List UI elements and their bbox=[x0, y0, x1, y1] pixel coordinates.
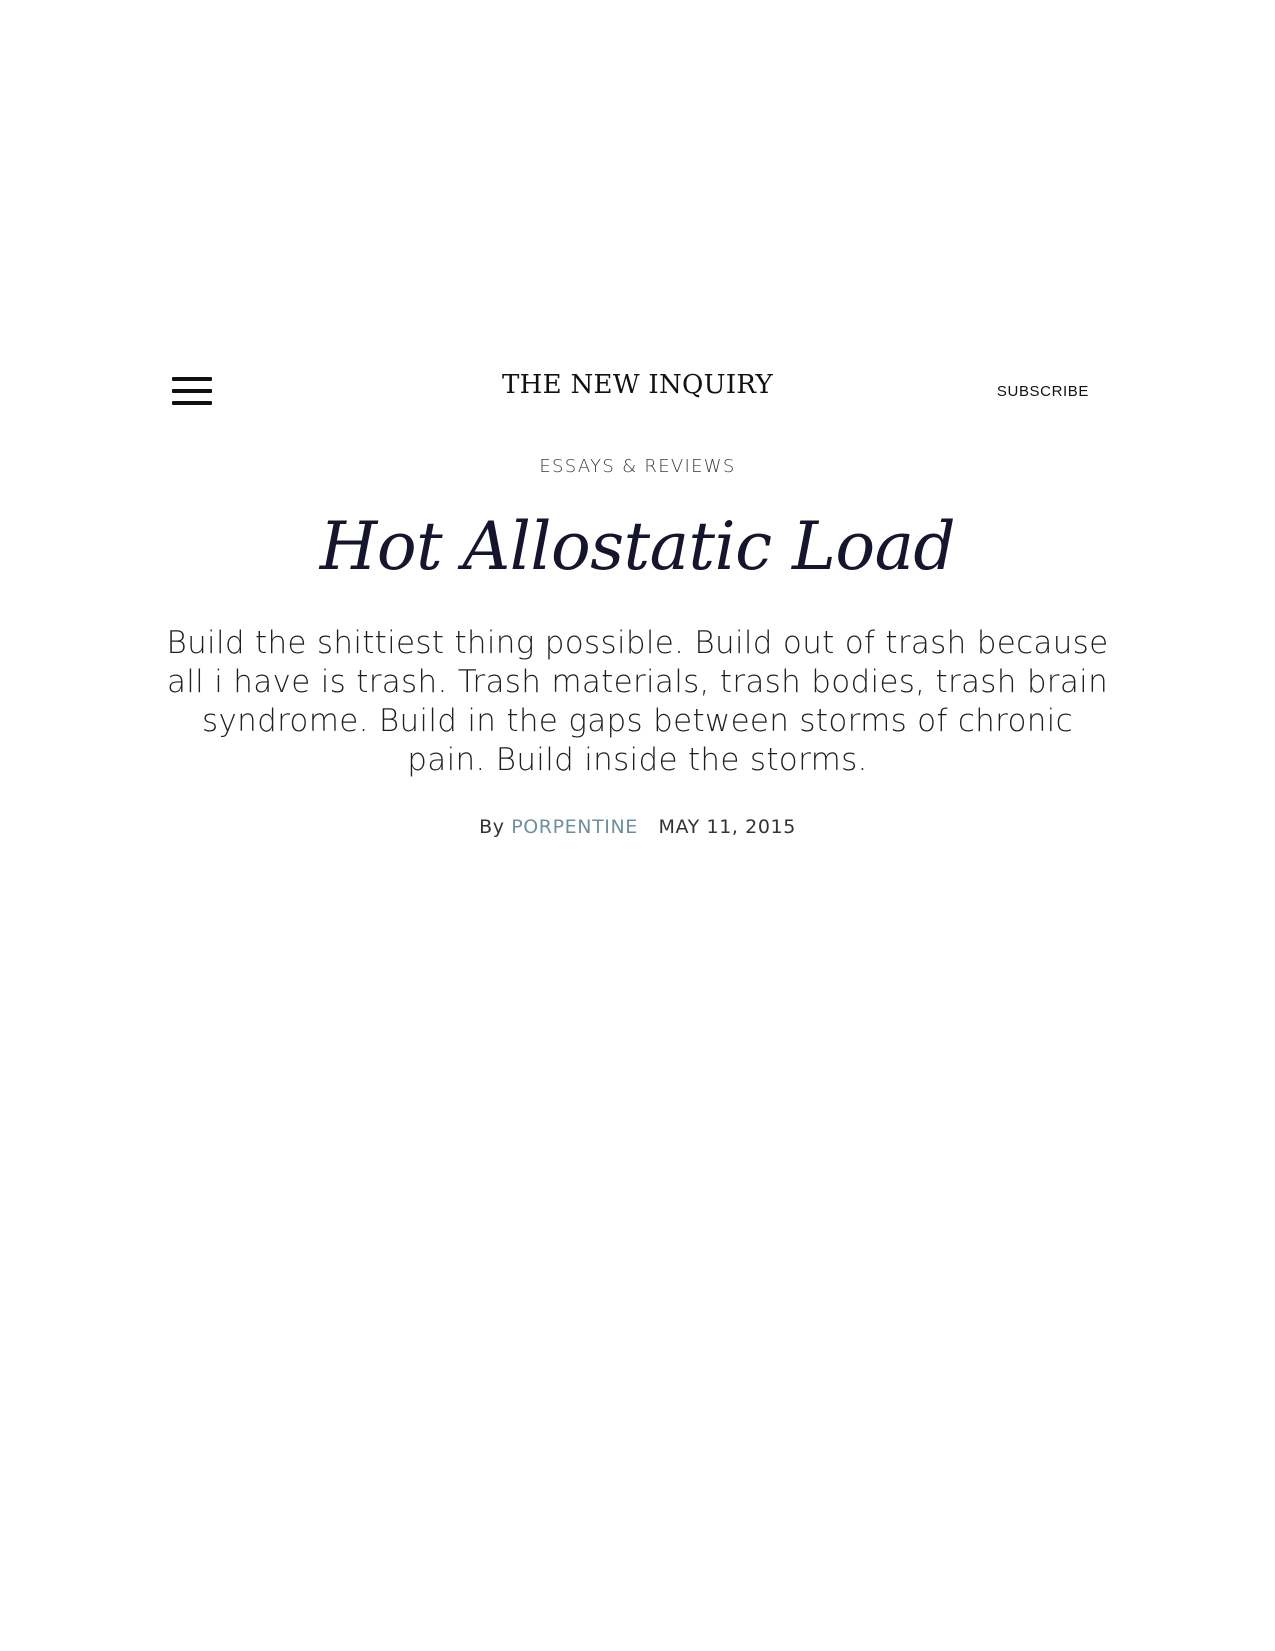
article-category[interactable]: ESSAYS & REVIEWS bbox=[539, 456, 736, 477]
site-header bbox=[0, 362, 1275, 422]
byline-prefix: By bbox=[479, 816, 505, 838]
byline bbox=[0, 816, 1275, 838]
menu-bar bbox=[172, 401, 212, 405]
publish-date: MAY 11, 2015 bbox=[658, 816, 796, 838]
author-link[interactable]: PORPENTINE bbox=[511, 816, 638, 838]
article-title: Hot Allostatic Load bbox=[319, 508, 956, 585]
article-dek: Build the shittiest thing possible. Build out of trash because all i have is trash. Trash materials, trash bodies, trash brain syndrome. Build in the gaps between storms of chronic pain. Build inside the storms. bbox=[166, 625, 1109, 778]
site-title[interactable]: THE NEW INQUIRY bbox=[502, 370, 773, 400]
subscribe-link[interactable]: SUBSCRIBE bbox=[996, 383, 1089, 400]
